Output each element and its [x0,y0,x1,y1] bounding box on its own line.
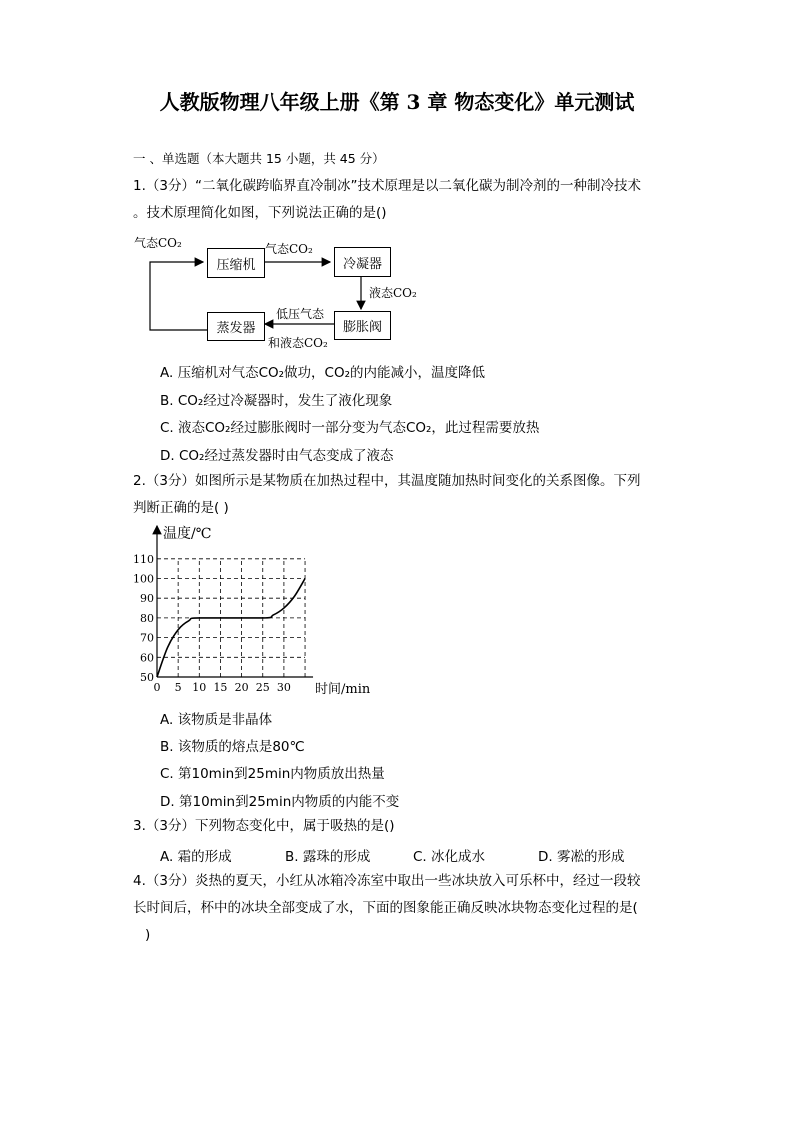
compressor-box [207,248,265,278]
x-tick-label: 0 [153,681,161,694]
low-pressure-label: 低压气态 [276,307,325,321]
temperature-time-chart [120,520,400,700]
evaporator-box [207,312,265,341]
x-tick-label: 25 [255,681,270,694]
section-heading: 一 、单选题（本大题共 15 小题，共 45 分） [133,151,385,166]
x-axis-label: 时间/min [315,682,371,697]
y-tick-label: 110 [133,552,154,566]
q4-stem-line2: 长时间后，杯中的冰块全部变成了水，下面的图象能正确反映冰块物态变化过程的是( [133,900,638,916]
y-tick-label: 50 [140,671,154,684]
x-tick-label: 5 [174,681,182,694]
y-tick-label: 100 [133,572,154,586]
x-tick-label: 20 [234,681,249,694]
q3-option-b: B. 露珠的形成 [285,849,371,865]
q2-option-a: A. 该物质是非晶体 [160,712,273,728]
expansion-valve-label: 膨胀阀 [342,320,382,335]
q2-option-b: B. 该物质的熔点是80℃ [160,739,305,755]
q3-option-c: C. 冰化成水 [413,849,486,865]
condenser-label: 冷凝器 [342,256,382,272]
q3-stem: 3.（3分）下列物态变化中，属于吸热的是() [133,818,395,834]
page-title: 人教版物理八年级上册《第 3 章 物态变化》单元测试 [159,90,635,114]
diagram-arrows [0,0,794,370]
condenser-box [334,247,391,277]
y-tick-label: 70 [140,631,154,645]
liquid-co2-label: 液态CO₂ [369,286,417,300]
and-liquid-label: 和液态CO₂ [268,336,328,350]
y-axis-label: 温度/℃ [163,526,212,542]
gas-co2-label: 气态CO₂ [134,236,182,250]
y-tick-label: 90 [140,592,154,606]
q1-stem-line2: 。技术原理简化如图，下列说法正确的是() [133,205,387,221]
expansion-valve-box [334,311,391,340]
gas-co2-arrow-label: 气态CO₂ [265,242,313,256]
q1-option-d: D. CO₂经过蒸发器时由气态变成了液态 [160,448,394,464]
q4-stem-line1: 4.（3分）炎热的夏天，小红从冰箱冷冻室中取出一些冰块放入可乐杯中，经过一段较 [133,873,641,889]
q3-option-a: A. 霜的形成 [160,849,232,865]
x-tick-label: 15 [213,681,228,694]
q2-option-c: C. 第10min到25min内物质放出热量 [160,766,385,782]
x-tick-label: 10 [192,681,207,694]
q4-stem-line3: ) [145,927,151,943]
q1-stem-line1: 1.（3分）“二氧化碳跨临界直冷制冰”技术原理是以二氧化碳为制冷剂的一种制冷技术 [133,178,641,194]
q3-option-d: D. 雾凇的形成 [538,849,625,865]
q1-option-a: A. 压缩机对气态CO₂做功，CO₂的内能减小，温度降低 [160,365,486,381]
q2-option-d: D. 第10min到25min内物质的内能不变 [160,794,400,810]
q2-stem-line1: 2.（3分）如图所示是某物质在加热过程中，其温度随加热时间变化的关系图像。下列 [133,473,641,489]
q1-option-b: B. CO₂经过冷凝器时，发生了液化现象 [160,393,393,409]
temperature-curve [157,579,305,678]
q1-option-c: C. 液态CO₂经过膨胀阀时一部分变为气态CO₂，此过程需要放热 [160,420,540,436]
y-tick-label: 60 [140,651,154,665]
evaporator-label: 蒸发器 [216,321,256,336]
q2-stem-line2: 判断正确的是( ) [133,500,229,516]
compressor-label: 压缩机 [216,257,256,273]
x-tick-label: 30 [276,681,291,694]
y-tick-label: 80 [140,611,154,625]
